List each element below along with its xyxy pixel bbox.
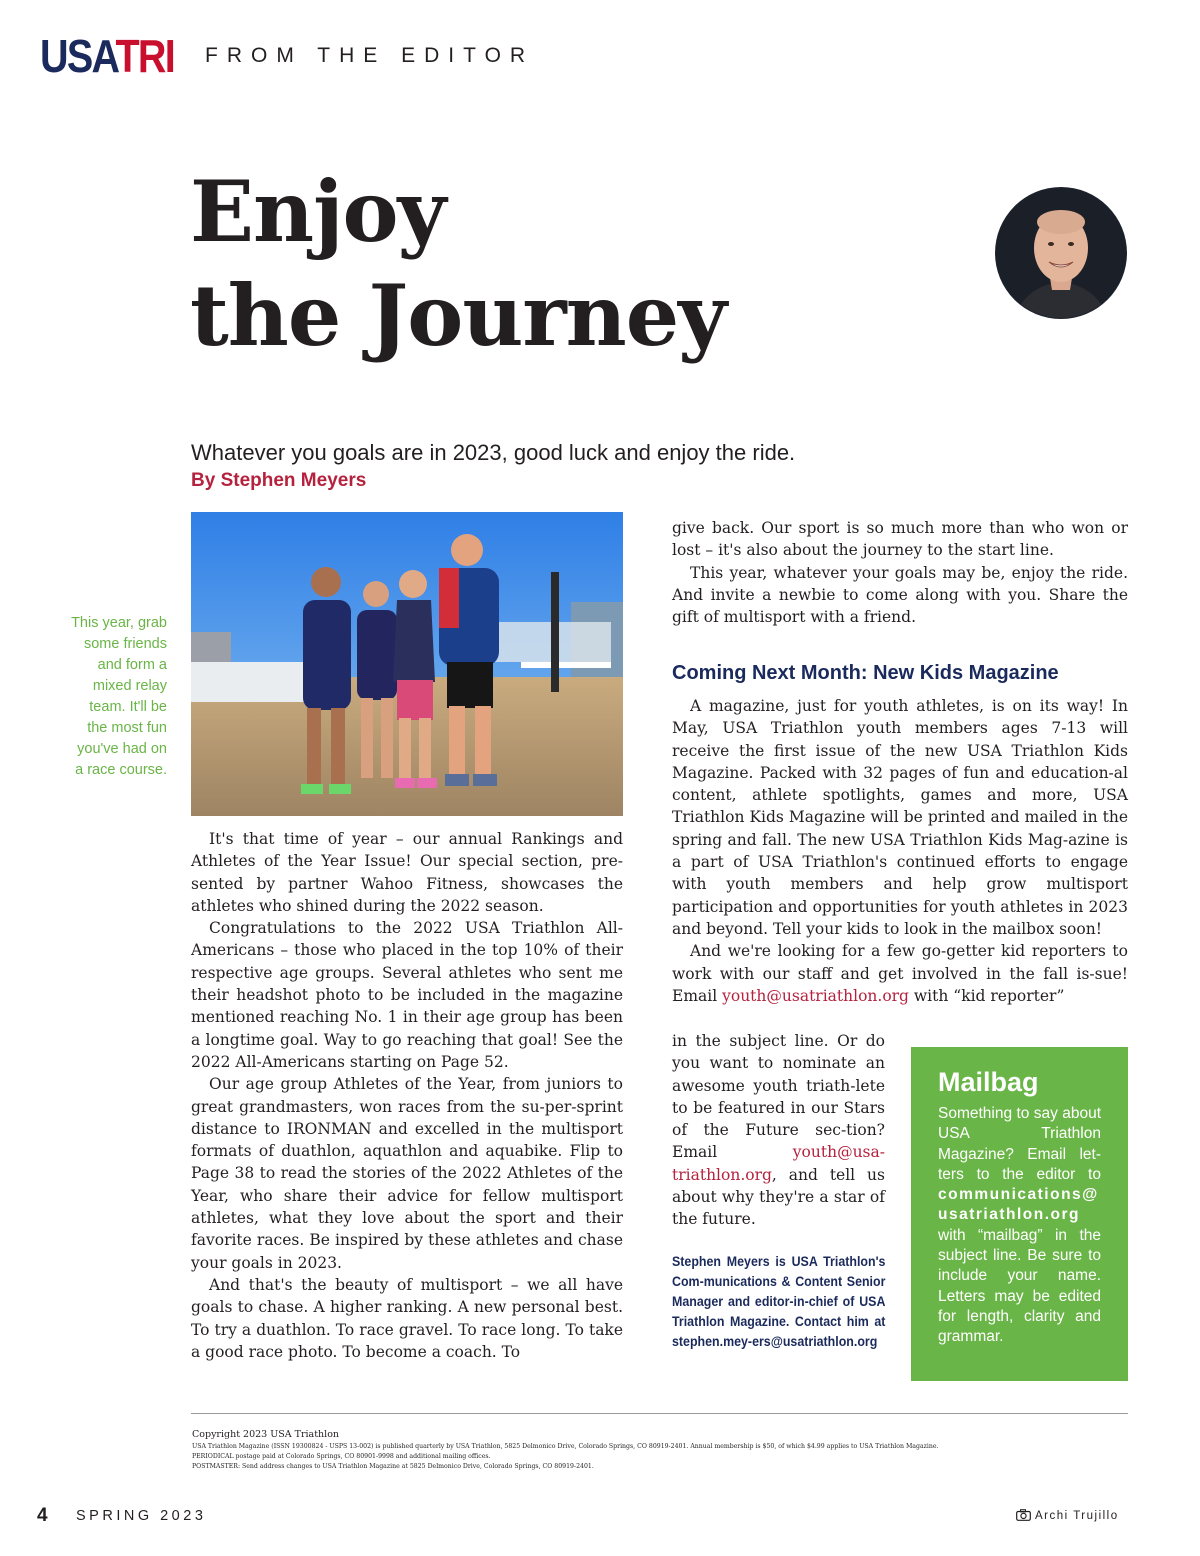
camera-icon bbox=[1016, 1509, 1031, 1521]
editor-headshot bbox=[994, 186, 1128, 320]
issue-label: SPRING 2023 bbox=[76, 1508, 207, 1524]
footer-divider bbox=[191, 1413, 1128, 1414]
byline: By Stephen Meyers bbox=[191, 470, 367, 491]
article-subtitle: Whatever you goals are in 2023, good luck and enjoy the ride. bbox=[191, 440, 796, 465]
email-link[interactable]: communications@ usatriathlon.org bbox=[938, 1186, 1099, 1224]
race-finish-photo bbox=[191, 512, 623, 816]
mailbag-text: Something to say about USA Triathlon Magazine? Email let-ters to the editor to communications@ usatriathlon.org with “mailbag” in the subject line. Be sure to include your name. Letters may be edited for length, clarity and grammar. bbox=[938, 1105, 1101, 1346]
paragraph: in the subject line. Or do you want to nominate an awesome youth triath-lete to be featured in our Stars of the Future sec-tion? Email youth@usa-triathlon.org, and tell us about why they're a star of the future. bbox=[672, 1032, 885, 1229]
section-label: FROM THE EDITOR bbox=[205, 44, 535, 67]
title-line-1: Enjoy bbox=[190, 162, 446, 261]
article-column-2-top bbox=[672, 517, 1128, 628]
email-link[interactable]: youth@usa-triathlon.org bbox=[672, 1143, 885, 1184]
paragraph: This year, whatever your goals may be, enjoy the ride. And invite a newbie to come along with you. Share the gift of multisport with a friend. bbox=[672, 563, 1128, 627]
paragraph: Our age group Athletes of the Year, from juniors to great grandmasters, won races from the su-per-sprint distance to IRONMAN and excelled in the multisport formats of duathlon, aquathlon and aquabike. Flip to Page 38 to read the stories of the 2022 Athletes of the Year, who share their advice for fellow multisport athletes, what they love about the sport and their favorite races. Be inspired by these athletes and chase your goals in 2023. bbox=[191, 1075, 623, 1272]
copyright: Copyright 2023 USA Triathlon bbox=[192, 1429, 340, 1440]
author-bio: Stephen Meyers is USA Triathlon's Com-munications & Content Senior Manager and editor-in-chief of USA Triathlon Magazine. Contact him at stephen.mey-ers@usatriathlon.org bbox=[672, 1254, 886, 1349]
section-heading: Coming Next Month: New Kids Magazine bbox=[672, 662, 1059, 684]
fine-print: POSTMASTER: Send address changes to USA Triathlon Magazine at 5825 Delmonico Drive, Colorado Springs, CO 80919-2401. bbox=[192, 1463, 594, 1470]
page-number: 4 bbox=[37, 1505, 48, 1526]
fine-print: USA Triathlon Magazine (ISSN 19300824 - USPS 13-002) is published quarterly by USA Triathlon, 5825 Delmonico Drive, Colorado Springs, CO 80919-2401. Annual membership is $50, of which $4.99 applies to USA Triathlon Magazine. bbox=[192, 1443, 939, 1450]
paragraph: A magazine, just for youth athletes, is on its way! In May, USA Triathlon youth members ages 7-13 will receive the first issue of the new USA Triathlon Kids Magazine. Packed with 32 pages of fun and education-al content, athlete spotlights, games and more, USA Triathlon Kids Magazine will be printed and mailed in the spring and fall. The new USA Triathlon Kids Mag-azine is a part of USA Triathlon's continued efforts to engage with youth members and help grow multisport participation and opportunities for youth athletes in 2023 and beyond. Tell your kids to look in the mailbox soon! bbox=[672, 697, 1128, 938]
paragraph: Congratulations to the 2022 USA Triathlon All-Americans – those who placed in the top 10% of their respective age groups. Several athletes who sent me their headshot photo to be included in the magazine mentioned reaching No. 1 in their age group has been a longtime goal. Way to go reaching that goal! See the 2022 All-Americans starting on Page 52. bbox=[191, 919, 623, 1071]
paragraph: give back. Our sport is so much more than who won or lost – it's also about the journey to the start line. bbox=[672, 519, 1128, 560]
mailbag-box bbox=[911, 1047, 1128, 1381]
article-column-2 bbox=[672, 695, 1128, 1007]
article-column-2-narrow bbox=[672, 1030, 885, 1231]
fine-print: PERIODICAL postage paid at Colorado Springs, CO 80901-9998 and additional mailing offices. bbox=[192, 1453, 491, 1460]
paragraph: And that's the beauty of multisport – we all have goals to chase. A higher ranking. A new personal best. To try a duathlon. To race gravel. To race long. To take a good race photo. To become a coach. To bbox=[191, 1275, 623, 1361]
usatri-logo: USATRI bbox=[40, 30, 175, 82]
paragraph: It's that time of year – our annual Rankings and Athletes of the Year Issue! Our special section, pre-sented by partner Wahoo Fitness, showcases the athletes who shined during the 2022 season. bbox=[191, 830, 623, 915]
pull-quote: This year, grab some friends and form a mixed relay team. It'll be the most fun you've had on a race course. bbox=[71, 615, 167, 778]
mailbag-title: Mailbag bbox=[938, 1067, 1039, 1097]
title-line-2: the Journey bbox=[190, 266, 726, 365]
photo-credit: Archi Trujillo bbox=[1016, 1509, 1119, 1522]
page-title bbox=[190, 160, 726, 368]
article-column-1 bbox=[191, 828, 623, 1363]
paragraph: And we're looking for a few go-getter kid reporters to work with our staff and get involved in the fall is-sue! Email youth@usatriathlon.org with “kid reporter” bbox=[672, 942, 1128, 1005]
email-link[interactable]: youth@usatriathlon.org bbox=[722, 986, 909, 1005]
